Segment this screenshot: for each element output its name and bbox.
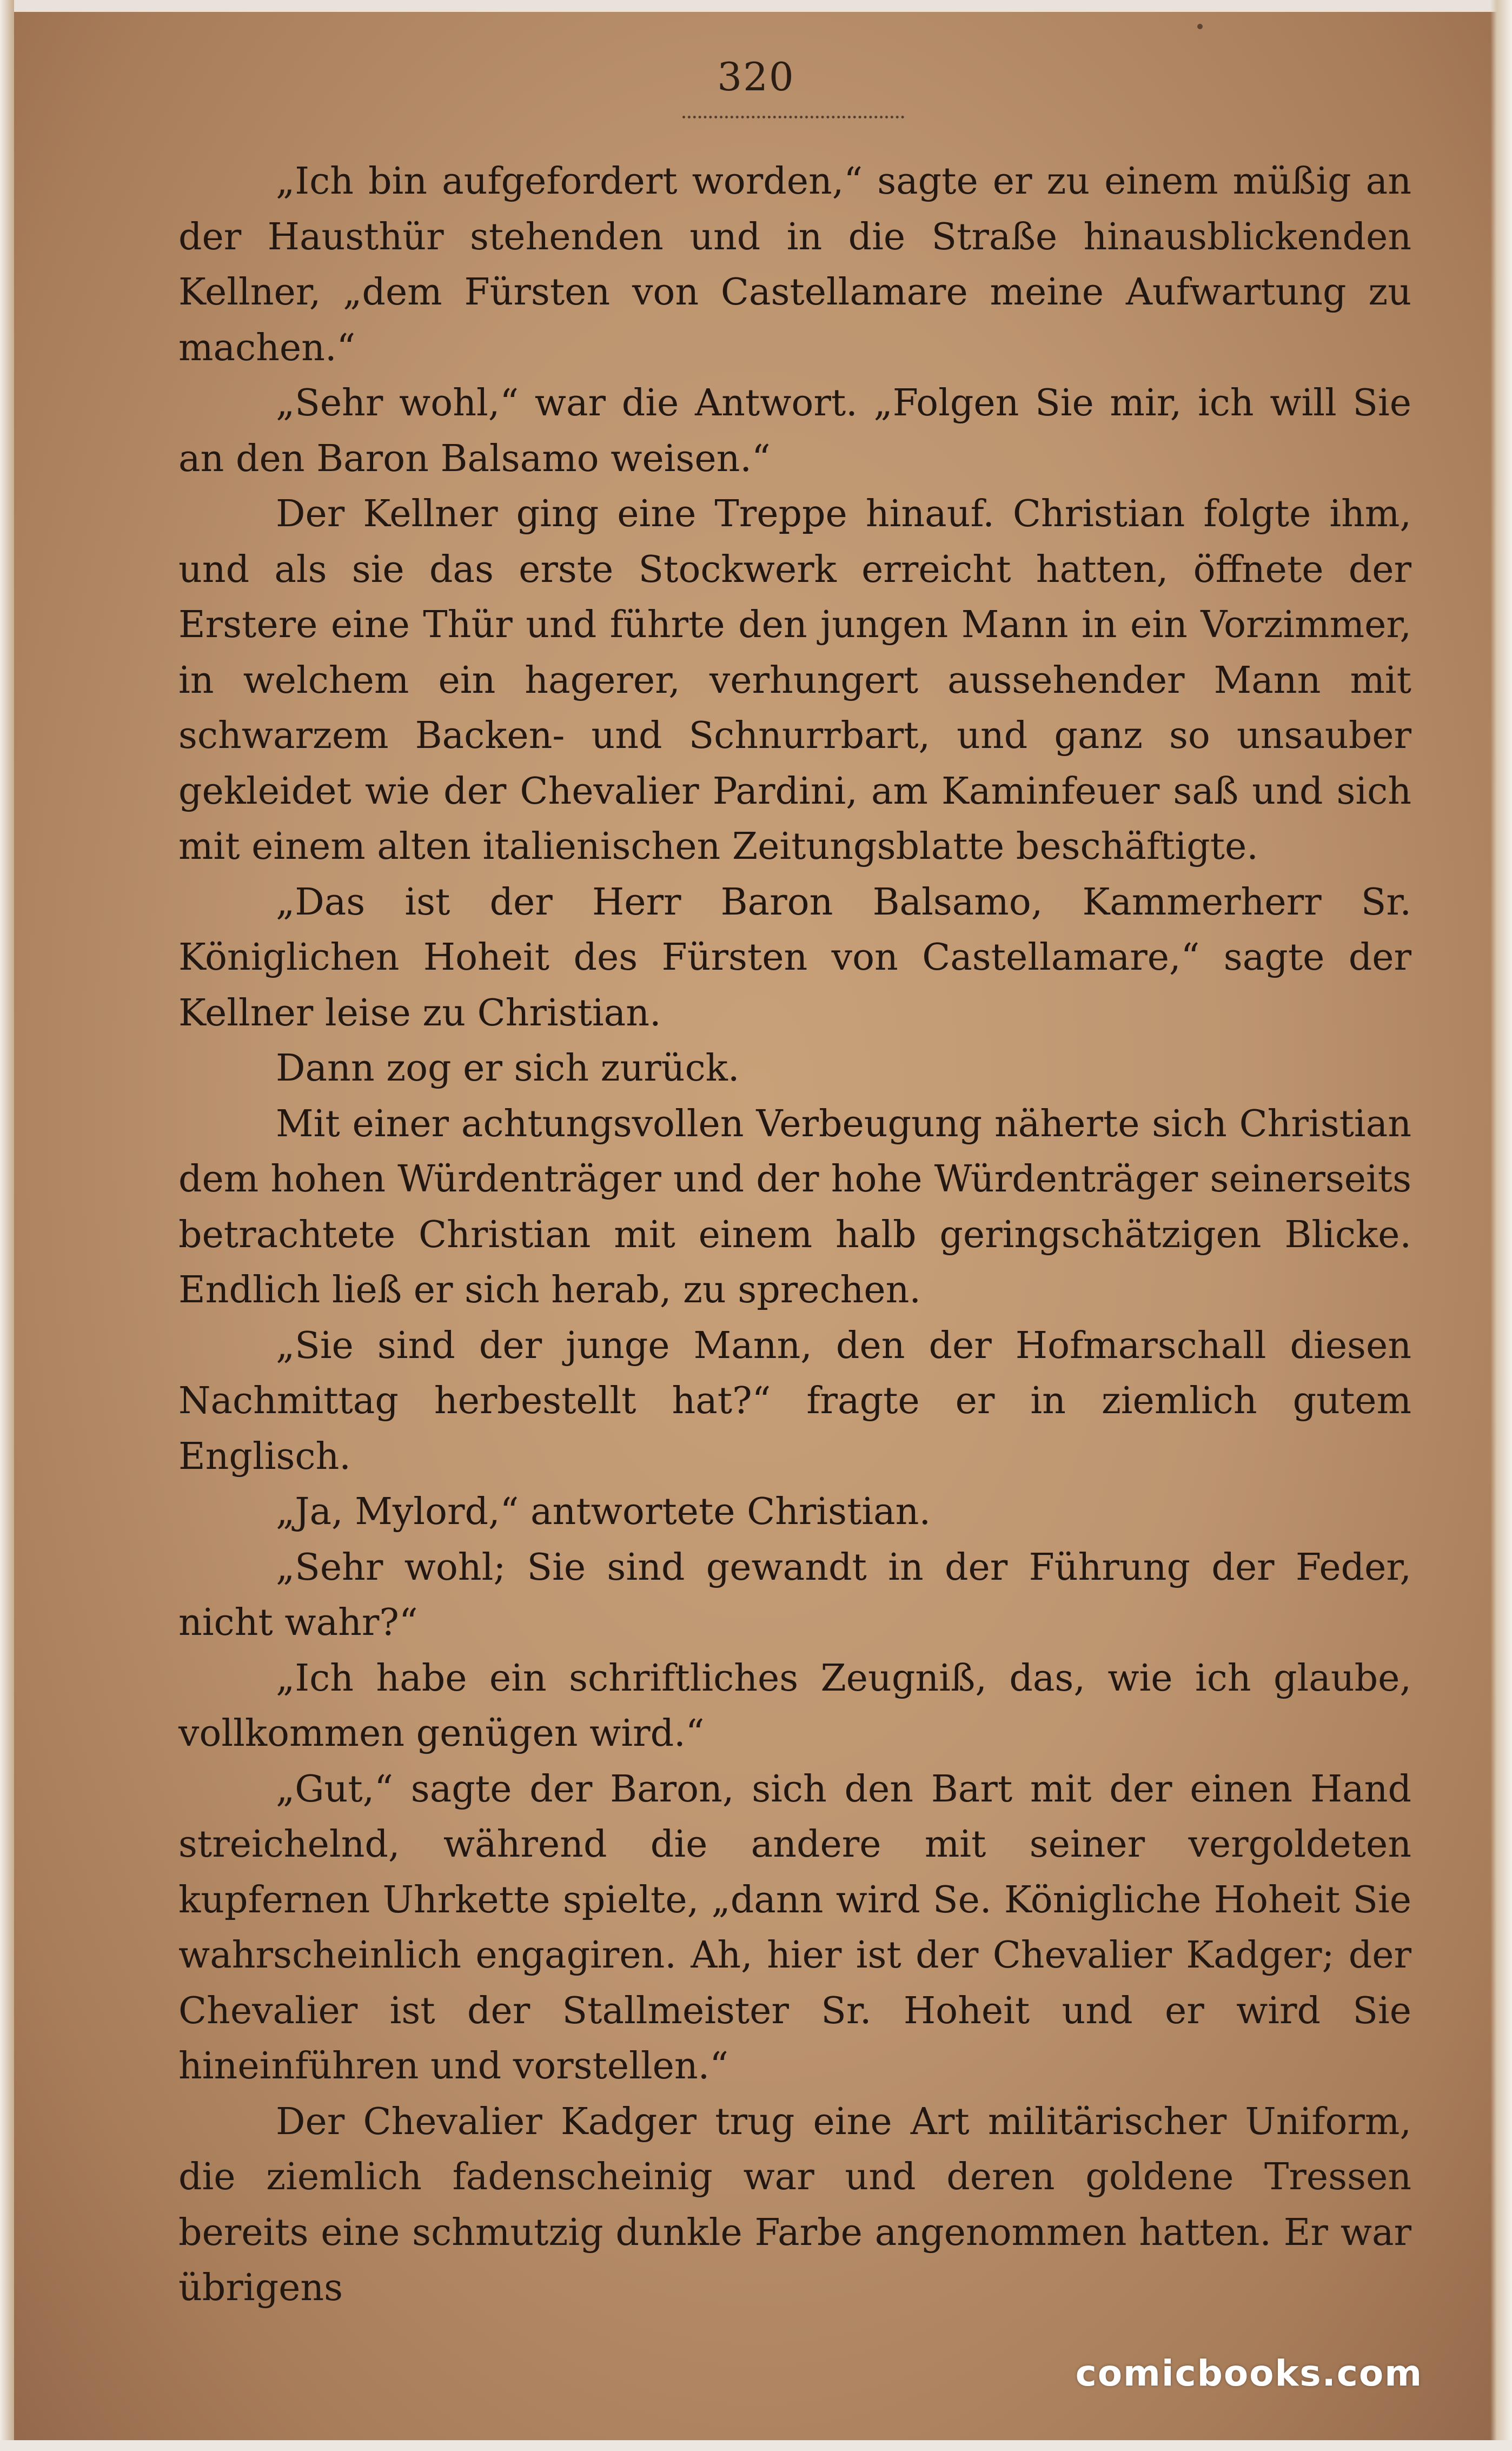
body-text xyxy=(178,154,1411,2316)
page-number: 320 xyxy=(717,54,795,100)
scan-border-right xyxy=(1490,0,1512,2451)
paragraph: „Sehr wohl,“ war die Antwort. „Folgen Sie mir, ich will Sie an den Baron Balsamo weisen.“ xyxy=(178,382,1411,480)
paragraph: Der Kellner ging eine Treppe hinauf. Christian folgte ihm, und als sie das erste Stockwerk erreicht hatten, öffnete der Erstere eine Thür und führte den jungen Mann in ein Vorzimmer, in welchem ein hagerer, verhungert aussehender Mann mit schwarzem Backen- und Schnurrbart, und ganz so unsauber gekleidet wie der Chevalier Pardini, am Kaminfeuer saß und sich mit einem alten italienischen Zeitungsblatte beschäftigte. xyxy=(178,493,1411,868)
paragraph: Mit einer achtungsvollen Verbeugung näherte sich Christian dem hohen Würdenträger und der hohe Würdenträger seinerseits betrachtete Christian mit einem halb geringschätzigen Blicke. Endlich ließ er sich herab, zu sprechen. xyxy=(178,1102,1411,1311)
watermark-text: comicbooks.com xyxy=(1075,2353,1423,2394)
paragraph: „Gut,“ sagte der Baron, sich den Bart mit der einen Hand streichelnd, während die andere mit seiner vergoldeten kupfernen Uhrkette spielte, „dann wird Se. Königliche Hoheit Sie wahrscheinlich engagiren. Ah, hier ist der Chevalier Kadger; der Chevalier ist der Stallmeister Sr. Hoheit und er wird Sie hineinführen und vorstellen.“ xyxy=(178,1767,1411,2088)
scan-border-left xyxy=(0,0,14,2451)
paragraph: „Ich bin aufgefordert worden,“ sagte er zu einem müßig an der Hausthür stehenden und in die Straße hinausblickenden Kellner, „dem Fürsten von Castellamare meine Aufwartung zu machen.“ xyxy=(178,160,1411,369)
paragraph: Der Chevalier Kadger trug eine Art militärischer Uniform, die ziemlich fadenscheinig war und deren goldene Tressen bereits eine schmutzig dunkle Farbe angenommen hatten. Er war übrigens xyxy=(178,2100,1411,2309)
scan-border-top xyxy=(0,0,1512,12)
paragraph: „Das ist der Herr Baron Balsamo, Kammerherr Sr. Königlichen Hoheit des Fürsten von Castellamare,“ sagte der Kellner leise zu Christian. xyxy=(178,880,1411,1035)
paragraph: „Ja, Mylord,“ antwortete Christian. xyxy=(276,1491,931,1533)
speck-mark xyxy=(1197,24,1203,29)
scan-border-bottom xyxy=(0,2440,1512,2451)
paragraph: „Sehr wohl; Sie sind gewandt in der Führung der Feder, nicht wahr?“ xyxy=(178,1546,1411,1644)
paragraph: „Sie sind der junge Mann, den der Hofmarschall diesen Nachmittag herbestellt hat?“ fragte er in ziemlich gutem Englisch. xyxy=(178,1324,1411,1478)
paragraph: Dann zog er sich zurück. xyxy=(276,1047,740,1090)
paragraph: „Ich habe ein schriftliches Zeugniß, das, wie ich glaube, vollkommen genügen wird.“ xyxy=(178,1657,1411,1755)
header-rule xyxy=(682,108,904,118)
